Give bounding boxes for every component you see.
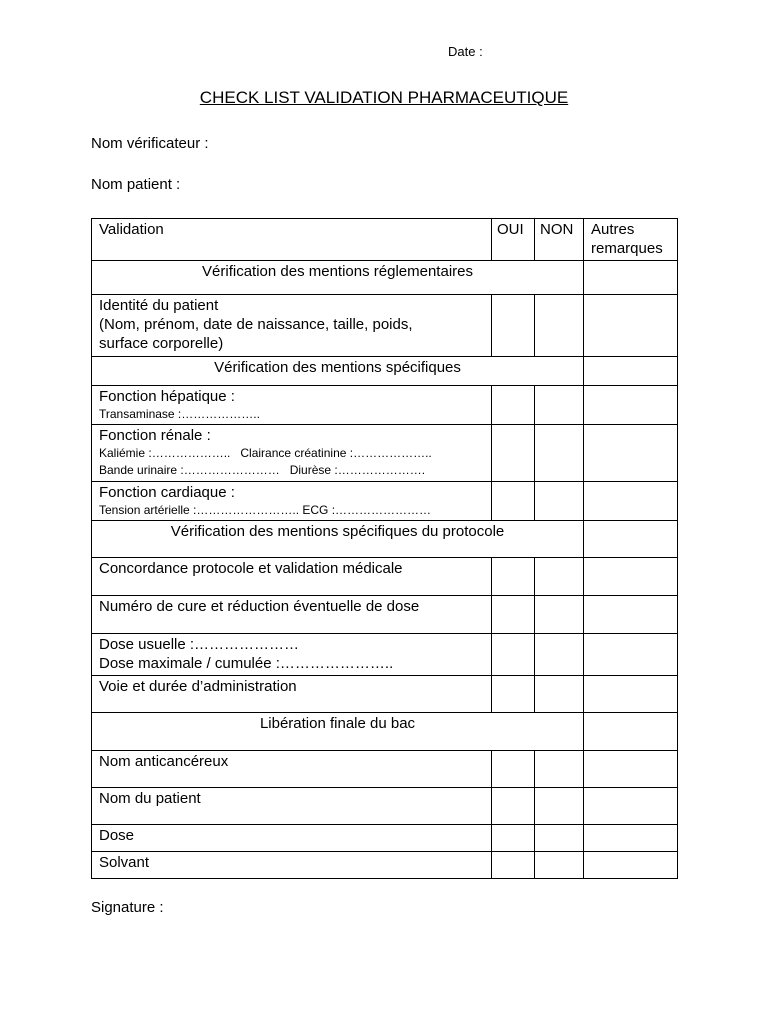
section-title: Vérification des mentions spécifiques du protocole [92, 521, 584, 558]
item-sub-field: Bande urinaire :…………………… Diurèse :…………………. [99, 463, 426, 477]
non-checkbox-cell[interactable] [535, 295, 584, 357]
item-cell [92, 788, 492, 825]
item-label: Numéro de cure et réduction éventuelle de dose [99, 598, 420, 615]
header-non: NON [535, 219, 584, 261]
remarks-cell[interactable] [584, 852, 678, 879]
oui-checkbox-cell[interactable] [492, 295, 535, 357]
section-title: Vérification des mentions spécifiques [92, 357, 584, 386]
item-label: Nom du patient [99, 790, 201, 807]
header-remarks: Autres remarques [584, 219, 678, 261]
oui-checkbox-cell[interactable] [492, 558, 535, 596]
table-row [92, 596, 678, 634]
verifier-name-label: Nom vérificateur : [91, 135, 209, 152]
remarks-cell[interactable] [584, 825, 678, 852]
table-row [92, 852, 678, 879]
section-row [92, 261, 678, 295]
non-checkbox-cell[interactable] [535, 751, 584, 788]
checklist-table [91, 218, 678, 879]
remarks-cell[interactable] [584, 295, 678, 357]
remarks-cell[interactable] [584, 596, 678, 634]
item-cell [92, 676, 492, 713]
table-row [92, 386, 678, 425]
table-header-row [92, 219, 678, 261]
oui-checkbox-cell[interactable] [492, 482, 535, 521]
non-checkbox-cell[interactable] [535, 634, 584, 676]
section-title: Libération finale du bac [92, 713, 584, 751]
table-row [92, 295, 678, 357]
item-label: Dose usuelle :………………… Dose maximale / cumulée :………………….. [99, 636, 394, 672]
non-checkbox-cell[interactable] [535, 852, 584, 879]
non-checkbox-cell[interactable] [535, 676, 584, 713]
section-row [92, 357, 678, 386]
item-label: Fonction cardiaque : [99, 484, 235, 501]
section-row [92, 521, 678, 558]
oui-checkbox-cell[interactable] [492, 596, 535, 634]
oui-checkbox-cell[interactable] [492, 751, 535, 788]
date-label: Date : [448, 44, 483, 59]
non-checkbox-cell[interactable] [535, 596, 584, 634]
table-row [92, 676, 678, 713]
table-row [92, 751, 678, 788]
item-label: Solvant [99, 854, 150, 871]
remarks-cell[interactable] [584, 261, 678, 295]
item-label: Concordance protocole et validation médicale [99, 560, 403, 577]
oui-checkbox-cell[interactable] [492, 425, 535, 482]
item-cell [92, 596, 492, 634]
table-row [92, 482, 678, 521]
item-cell [92, 852, 492, 879]
item-cell [92, 634, 492, 676]
page-title: CHECK LIST VALIDATION PHARMACEUTIQUE [199, 88, 569, 107]
section-title: Vérification des mentions réglementaires [92, 261, 584, 295]
item-label: Voie et durée d’administration [99, 678, 297, 695]
oui-checkbox-cell[interactable] [492, 386, 535, 425]
remarks-cell[interactable] [584, 386, 678, 425]
remarks-cell[interactable] [584, 788, 678, 825]
remarks-cell[interactable] [584, 482, 678, 521]
remarks-cell[interactable] [584, 751, 678, 788]
table-row [92, 634, 678, 676]
oui-checkbox-cell[interactable] [492, 788, 535, 825]
remarks-cell[interactable] [584, 713, 678, 751]
oui-checkbox-cell[interactable] [492, 825, 535, 852]
item-label: Fonction rénale : [99, 427, 211, 444]
item-cell [92, 482, 492, 521]
item-sub-field: Kaliémie :……………….. Clairance créatinine :……………….. [99, 446, 432, 460]
remarks-cell[interactable] [584, 357, 678, 386]
non-checkbox-cell[interactable] [535, 825, 584, 852]
header-validation: Validation [92, 219, 492, 261]
oui-checkbox-cell[interactable] [492, 676, 535, 713]
non-checkbox-cell[interactable] [535, 386, 584, 425]
non-checkbox-cell[interactable] [535, 425, 584, 482]
item-sub-field: Transaminase :……………….. [99, 407, 260, 421]
patient-name-label: Nom patient : [91, 176, 181, 193]
item-cell [92, 825, 492, 852]
non-checkbox-cell[interactable] [535, 558, 584, 596]
oui-checkbox-cell[interactable] [492, 852, 535, 879]
item-cell [92, 558, 492, 596]
item-cell [92, 295, 492, 357]
non-checkbox-cell[interactable] [535, 482, 584, 521]
item-sub-field: Tension artérielle :…………………….. ECG :…………………… [99, 503, 432, 517]
non-checkbox-cell[interactable] [535, 788, 584, 825]
remarks-cell[interactable] [584, 634, 678, 676]
item-cell [92, 751, 492, 788]
item-cell [92, 425, 492, 482]
item-label: Identité du patient (Nom, prénom, date de naissance, taille, poids, surface corporelle) [99, 297, 413, 352]
remarks-cell[interactable] [584, 425, 678, 482]
item-label: Nom anticancéreux [99, 753, 229, 770]
table-row [92, 558, 678, 596]
item-label: Fonction hépatique : [99, 388, 235, 405]
signature-label: Signature : [91, 899, 164, 916]
remarks-cell[interactable] [584, 558, 678, 596]
oui-checkbox-cell[interactable] [492, 634, 535, 676]
remarks-cell[interactable] [584, 521, 678, 558]
section-row [92, 713, 678, 751]
item-cell [92, 386, 492, 425]
header-oui: OUI [492, 219, 535, 261]
remarks-cell[interactable] [584, 676, 678, 713]
table-row [92, 425, 678, 482]
table-row [92, 788, 678, 825]
table-row [92, 825, 678, 852]
item-label: Dose [99, 827, 135, 844]
